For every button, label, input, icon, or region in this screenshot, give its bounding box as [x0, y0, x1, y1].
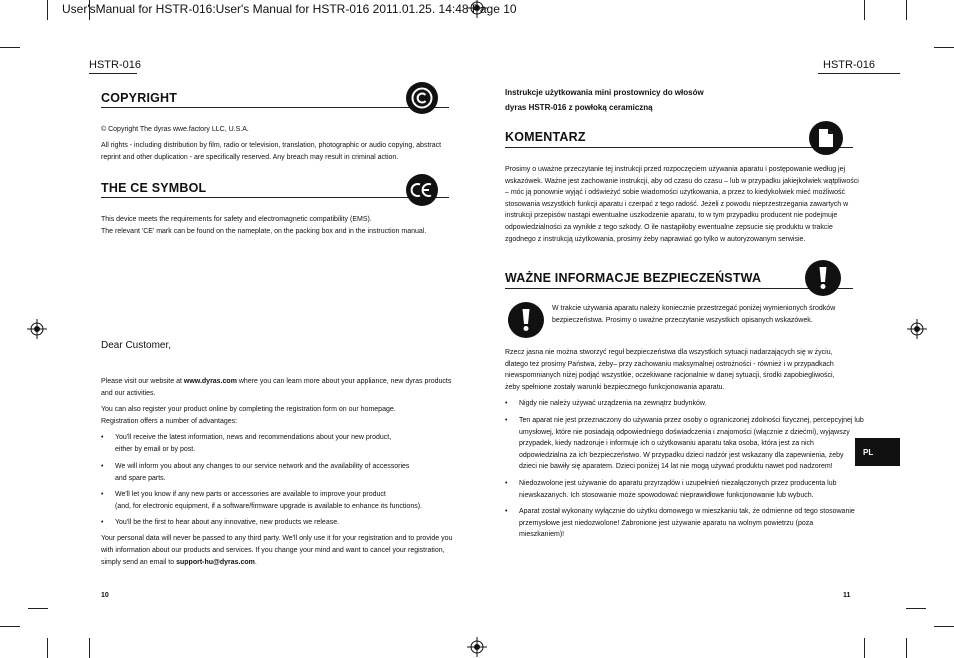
model-label: HSTR-016	[89, 59, 141, 71]
privacy-text-post: .	[254, 559, 257, 566]
section-rule	[101, 107, 449, 108]
list-item-text: przemysłowe jest niedozwolone! Zabronione jest używanie aparatu na wolnym powietrzu (poza	[519, 519, 814, 527]
text-line: wskazówek. Ważne jest zachowanie instrukcji, aby od czasu do czasu – lub w przypadku jakiejkolwiek wątpliwości	[505, 177, 859, 185]
list-item-text: • Niedozwolone jest używanie do aparatu przyrządów i uzupełnień niezałączonych przez producenta lub	[519, 480, 837, 487]
list-item-text: niewskazanych. Ich stosowanie może spowodować nieprawidłowe funkcjonowanie lub wybuch.	[519, 491, 814, 499]
copyright-text: All rights - including distribution by film, radio or television, translation, photographic or audio copying, abstract	[101, 142, 442, 149]
list-item	[519, 478, 837, 501]
text-line: odpowiedzialności za wynikłe z tego szkody. O ile nastąpiłoby ewentualne zepsucie się produktu w trakcie	[505, 223, 833, 231]
crop-mark	[906, 638, 907, 658]
visit-text-post: where you can learn more about your appliance, new dyras products	[236, 378, 452, 385]
text-line: Rzecz jasna nie można stworzyć reguł bezpieczeństwa dla wszystkich sytuacji nadarzających się w życiu,	[505, 349, 833, 356]
manual-heading: dyras HSTR-016 z powłoką ceramiczną	[505, 103, 653, 112]
list-item	[115, 461, 409, 484]
copyright-line: © Copyright The dyras wwe.factory LLC, U.S.A.	[101, 126, 249, 133]
text-line: dlatego też prosimy Państwa, żeby– przy zachowaniu maksymalnej ostrożności - również i w przypadkach	[505, 360, 834, 368]
list-item-text: • You'll receive the latest information, news and recommendations about your new product,	[115, 434, 392, 441]
copyright-icon	[406, 82, 438, 114]
register-text: You can also register your product online by completing the registration form on our homepage.	[101, 406, 396, 413]
list-item	[519, 415, 864, 473]
page-number: 11	[843, 592, 851, 599]
crop-mark	[934, 626, 954, 627]
section-rule	[101, 197, 449, 198]
list-item	[115, 489, 422, 512]
privacy-text: with information about our products and services. If you change your mind and want to cancel your registration,	[101, 547, 445, 554]
list-item-text: • Nigdy nie należy używać urządzenia na zewnątrz budynków.	[519, 400, 707, 407]
ce-text: The relevant 'CE' mark can be found on the nameplate, on the packing box and in the instruction manual.	[101, 228, 427, 235]
registration-mark-icon	[27, 319, 47, 339]
model-label: HSTR-016	[823, 59, 875, 71]
list-item	[519, 506, 855, 541]
crop-mark	[47, 638, 48, 658]
text-line: stosowania wszystkich funkcji aparatu i czerpać z tego radość. Jeżeli z powodu nieprzestrzegania zawartych w	[505, 200, 849, 208]
text-line: instrukcji przepisów nastąpi ewentualne uszkodzenie aparatu, to w tym przypadku producent nie podejmuje	[505, 212, 838, 220]
section-title-ce: THE CE SYMBOL	[101, 181, 207, 195]
list-item-text: odpowiedzialna za ich bezpieczeństwo. W przypadku dzieci nadzór jest wskazany dla zapewnienia, żeby	[519, 451, 844, 459]
document-icon	[809, 121, 843, 155]
list-item-text: either by email or by post.	[115, 445, 196, 453]
safety-paragraph	[505, 347, 835, 393]
crop-mark	[47, 0, 48, 20]
list-item	[519, 398, 707, 410]
visit-text-pre: Please visit our website at	[101, 378, 184, 385]
visit-text	[101, 376, 451, 388]
exclamation-icon	[805, 260, 841, 296]
website-link[interactable]: www.dyras.com	[183, 378, 237, 385]
list-item-text: mieszkaniem)!	[519, 531, 565, 539]
crop-mark	[89, 638, 90, 658]
safety-intro: W trakcie używania aparatu należy koniecznie przestrzegać poniżej wymienionych środków	[552, 305, 836, 312]
crop-mark	[0, 626, 20, 627]
manual-heading: Instrukcje użytkowania mini prostownicy do włosów	[505, 88, 704, 97]
list-item-text: (and, for electronic equipment, if a software/firmware upgrade is available to enhance its functions).	[115, 502, 422, 510]
crop-mark	[864, 638, 865, 658]
list-item-text: and spare parts.	[115, 474, 166, 482]
crop-mark	[0, 47, 20, 48]
ce-text: This device meets the requirements for safety and electromagnetic compatibility (EMS).	[101, 216, 372, 223]
support-email-link[interactable]: support-hu@dyras.com	[176, 559, 255, 566]
register-text: Registration offers a number of advantages:	[101, 418, 238, 425]
list-item-text: • Ten aparat nie jest przeznaczony do używania przez osoby o ograniczonej zdolności fizycznej, percepcyjnej lub	[519, 417, 864, 424]
print-header: User'sManual for HSTR-016:User's Manual for HSTR-016 2011.01.25. 14:48 Page 10	[62, 2, 517, 16]
model-rule	[818, 73, 900, 74]
greeting: Dear Customer,	[101, 340, 172, 351]
section-title-copyright: COPYRIGHT	[101, 91, 178, 105]
visit-text: and our activities.	[101, 390, 156, 397]
copyright-text: reprint and other duplication - are specifically reserved. Any breach may result in criminal action.	[101, 154, 399, 161]
section-title-komentarz: KOMENTARZ	[505, 130, 586, 144]
list-item	[115, 517, 339, 529]
privacy-text-pre: simply send an email to	[101, 559, 177, 566]
list-item-text: umysłowej, które nie posiadają odpowiedniego doświadczenia i znajomości (włącznie z dziećmi), wyjąwszy	[519, 428, 850, 436]
crop-mark	[864, 0, 865, 20]
language-tab: PL	[855, 438, 900, 466]
list-item-text: przypadek, kiedy nadzoruje i informuje ich o użytkowaniu aparatu taka osoba, która jest za nich	[519, 440, 814, 448]
text-line: niewspomnianych niżej podjąć wszystkie, oczekiwane racjonalnie w danej sytuacji, środki zapobiegliwości,	[505, 372, 835, 380]
section-rule	[505, 147, 853, 148]
list-item-text: • Aparat został wykonany wyłącznie do użytku domowego w mieszkaniu tak, że odmienne od tego stosowanie	[519, 508, 855, 515]
crop-mark	[934, 47, 954, 48]
text-line: Prosimy o uważne przeczytanie tej instrukcji przed rozpoczęciem używania aparatu i postępowanie według jej	[505, 166, 846, 173]
list-item-text: • You'll be the first to hear about any innovative, new products we release.	[115, 519, 340, 526]
model-rule	[89, 73, 137, 74]
list-item-text: • We'll let you know if any new parts or accessories are available to improve your product	[115, 491, 386, 498]
safety-intro: bezpieczeństwa. Prosimy o uważne przeczytanie wszystkich opisanych wskazówek.	[552, 317, 813, 324]
section-title-safety: WAŻNE INFORMACJE BEZPIECZEŃSTWA	[505, 271, 762, 285]
page-number: 10	[101, 592, 109, 599]
crop-mark	[28, 608, 48, 609]
text-line: – móc ją ponownie wyjąć i odświeżyć sobie wiadomości użytkowania, a przez to kiedykolwiek mieć możliwość	[505, 189, 846, 197]
crop-mark	[906, 0, 907, 20]
warning-exclamation-icon	[508, 302, 544, 338]
registration-mark-icon	[467, 637, 487, 657]
ce-mark-icon	[406, 174, 438, 206]
privacy-text: Your personal data will never be passed to any third party. We'll only use it for your registration and to provide you	[101, 535, 453, 542]
registration-mark-icon	[907, 319, 927, 339]
list-item	[115, 432, 391, 455]
section-rule	[505, 288, 853, 289]
text-line: zgodnego z instrukcją użytkowania, prosimy żeby naprawiać go tylko w autoryzowanym serwisie.	[505, 235, 806, 243]
list-item-text: dzieci nie bawiły się aparatem. Dzieci poniżej 14 lat nie mogą używać produktu nawet pod nadzorem!	[519, 463, 833, 471]
text-line: żeby spełnione zostały warunki bezpiecznego funkcjonowania aparatu.	[505, 383, 725, 391]
list-item-text: • We will inform you about any changes to our service network and the availability of accessories	[115, 463, 410, 470]
komentarz-text	[505, 164, 859, 245]
crop-mark	[906, 608, 926, 609]
privacy-text	[101, 557, 257, 569]
